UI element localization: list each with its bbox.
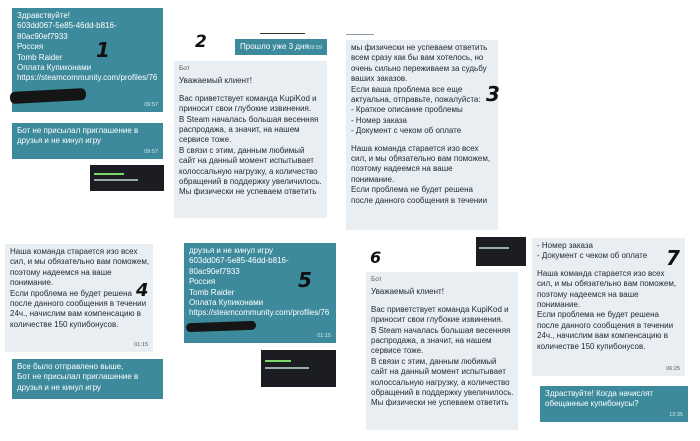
message-line: понимание. [537,300,581,310]
bot-message [174,61,327,218]
message-time: 09:57 [144,148,158,155]
message-line: колоссальную нагрузку, а количество [371,377,510,387]
screenshot-thumbnail[interactable] [90,165,164,191]
message-line: Вас приветствует команда KupiKod и [179,93,317,103]
message-line: Вас приветствует команда KupiKod и [371,304,509,314]
message-line: Бот не присылал приглашение в [17,126,139,135]
message-line: всем сразу как бы вам хотелось, но [351,53,484,63]
message-line: ваших заказов. [351,74,408,84]
message-no-invite [12,123,163,159]
message-line: распродажа, а значит, на нашем [371,336,492,346]
message-line: понимание. [10,278,54,288]
message-line: Наша команда старается изо всех [537,268,665,278]
message-line: поэтому надеемся на ваше [537,289,639,299]
message-line: количестве 150 купибонусов. [537,341,646,351]
panel-number-2: 2 [195,32,207,52]
bot-message-continued [346,40,498,230]
message-line: после данного сообщения в течении [351,195,488,205]
message-line: 80ac90ef7933 [189,266,240,276]
panel-number-4: 4 [136,280,149,301]
message-line: 80ac90ef7933 [17,31,68,41]
message-line: - Номер заказа [351,115,408,125]
message-line: друзья и не кинул игру [189,246,274,255]
panel-number-5: 5 [298,268,312,292]
message-line: сил, и мы обязательно вам поможем, [10,257,150,267]
message-line: - Краткое описание проблемы [351,105,463,115]
message-time: 13:35 [669,411,683,418]
bot-message [366,272,518,430]
message-line: Здраствуйте! Когда начислят [545,389,654,398]
message-line: Здравствуйте! [17,11,71,20]
message-line: сил, и мы обязательно вам поможем, [351,154,491,164]
message-line: Россия [189,277,216,287]
message-line: Бот не присылал приглашение в [17,372,139,382]
sender-name: Бот [179,65,190,72]
message-line: друзья и не кинул игру [17,382,102,392]
message-line: 24ч., начислим вам компенсацию в [10,309,141,319]
top-divider [346,34,374,35]
message-line: Если ваша проблема все еще [351,84,463,94]
message-line: Оплата Купиконами [17,63,92,73]
message-line: Если проблема не будет решена [10,288,132,298]
message-line: В связи с этим, данным любимый [371,356,497,366]
message-time: 01:15 [317,332,331,339]
message-line: Если проблема не будет решена [351,185,473,195]
message-line: В связи с этим, данным любимый [179,145,305,155]
message-line: сервисе тоже. [371,346,424,356]
message-line: обращений в поддержку увеличилось. [179,177,322,187]
screenshot-thumbnail[interactable] [261,350,336,387]
message-line: Наша команда старается изо всех [351,143,479,153]
message-line: сил, и мы обязательно вам поможем, [537,279,677,289]
sender-name: Бот [371,276,382,283]
message-link[interactable]: https://steamcommunity.com/profiles/76 [189,308,330,318]
message-line: Все было отправлено выше, [17,362,124,371]
message-line: после данного сообщения в течении [10,299,147,309]
message-line: - Номер заказа [537,241,594,250]
panel-number-7: 7 [666,246,680,270]
message-time: 09:59 [308,44,322,51]
message-line: Мы физически не успеваем ответить [371,398,509,408]
panel-number-6: 6 [370,248,382,267]
message-line: сайт на данный момент испытывает [371,367,506,377]
message-line: мы физически не успеваем ответить [351,43,488,52]
message-three-days [235,39,327,55]
message-time: 06:25 [666,365,680,372]
bot-message-continued [532,238,685,376]
message-line: колоссальную нагрузку, а количество [179,166,318,176]
message-bonus-question [540,386,688,422]
panel-number-3: 3 [486,82,500,106]
message-line: понимание. [351,174,395,184]
panel-number-1: 1 [96,38,110,62]
message-line: сервисе тоже. [179,135,232,145]
message-line: поэтому надеемся на ваше [351,164,453,174]
message-line: - Документ с чеком об оплате [351,126,462,136]
message-line: Россия [17,42,44,52]
bot-message [5,244,153,352]
message-line: распродажа, а значит, на нашем [179,125,300,135]
message-line: - Документ с чеком об оплате [537,251,648,261]
message-line: Уважаемый клиент! [371,287,444,297]
message-line: очень сильно переживаем за судьбу [351,63,487,73]
message-line: В Steam началась большая весенняя [371,325,511,335]
message-line: Уважаемый клиент! [179,76,252,86]
message-line: обещанные купибонусы? [545,399,639,409]
message-line: 24ч., начислим вам компенсацию в [537,331,668,341]
message-line: сайт на данный момент испытывает [179,156,314,166]
message-time: 01:15 [134,341,148,348]
screenshot-thumbnail[interactable] [476,237,526,266]
message-line: актуальна, отправьте, пожалуйста: [351,95,481,105]
message-line: обращений в поддержку увеличилось. [371,388,514,398]
top-divider [260,33,305,34]
message-line: В Steam началась большая весенняя [179,114,319,124]
message-line: 603dd067-5e85-46dd-b816- [17,21,117,31]
message-line: количестве 150 купибонусов. [10,319,119,329]
message-all-sent [12,359,163,399]
message-line: друзья и не кинул игру [17,136,102,146]
message-line: Мы физически не успеваем ответить [179,187,317,197]
message-time: 09:57 [144,101,158,108]
message-line: Прошло уже 3 дня [240,42,309,51]
message-line: Наша команда старается изо всех [10,247,138,256]
message-line: Оплата Купиконами [189,298,264,308]
message-line: после данного сообщения в течении [537,320,674,330]
message-line: поэтому надеемся на ваше [10,267,112,277]
message-line: Tomb Raider [17,52,63,62]
message-line: Если проблема не будет решена [537,310,659,320]
message-line: 603dd067-5e85-46dd-b816- [189,256,289,266]
message-line: Tomb Raider [189,287,235,297]
message-line: приносит свои глубокие извинения. [179,104,312,114]
message-link[interactable]: https://steamcommunity.com/profiles/76 [17,73,158,83]
message-line: приносит свои глубокие извинения. [371,315,504,325]
